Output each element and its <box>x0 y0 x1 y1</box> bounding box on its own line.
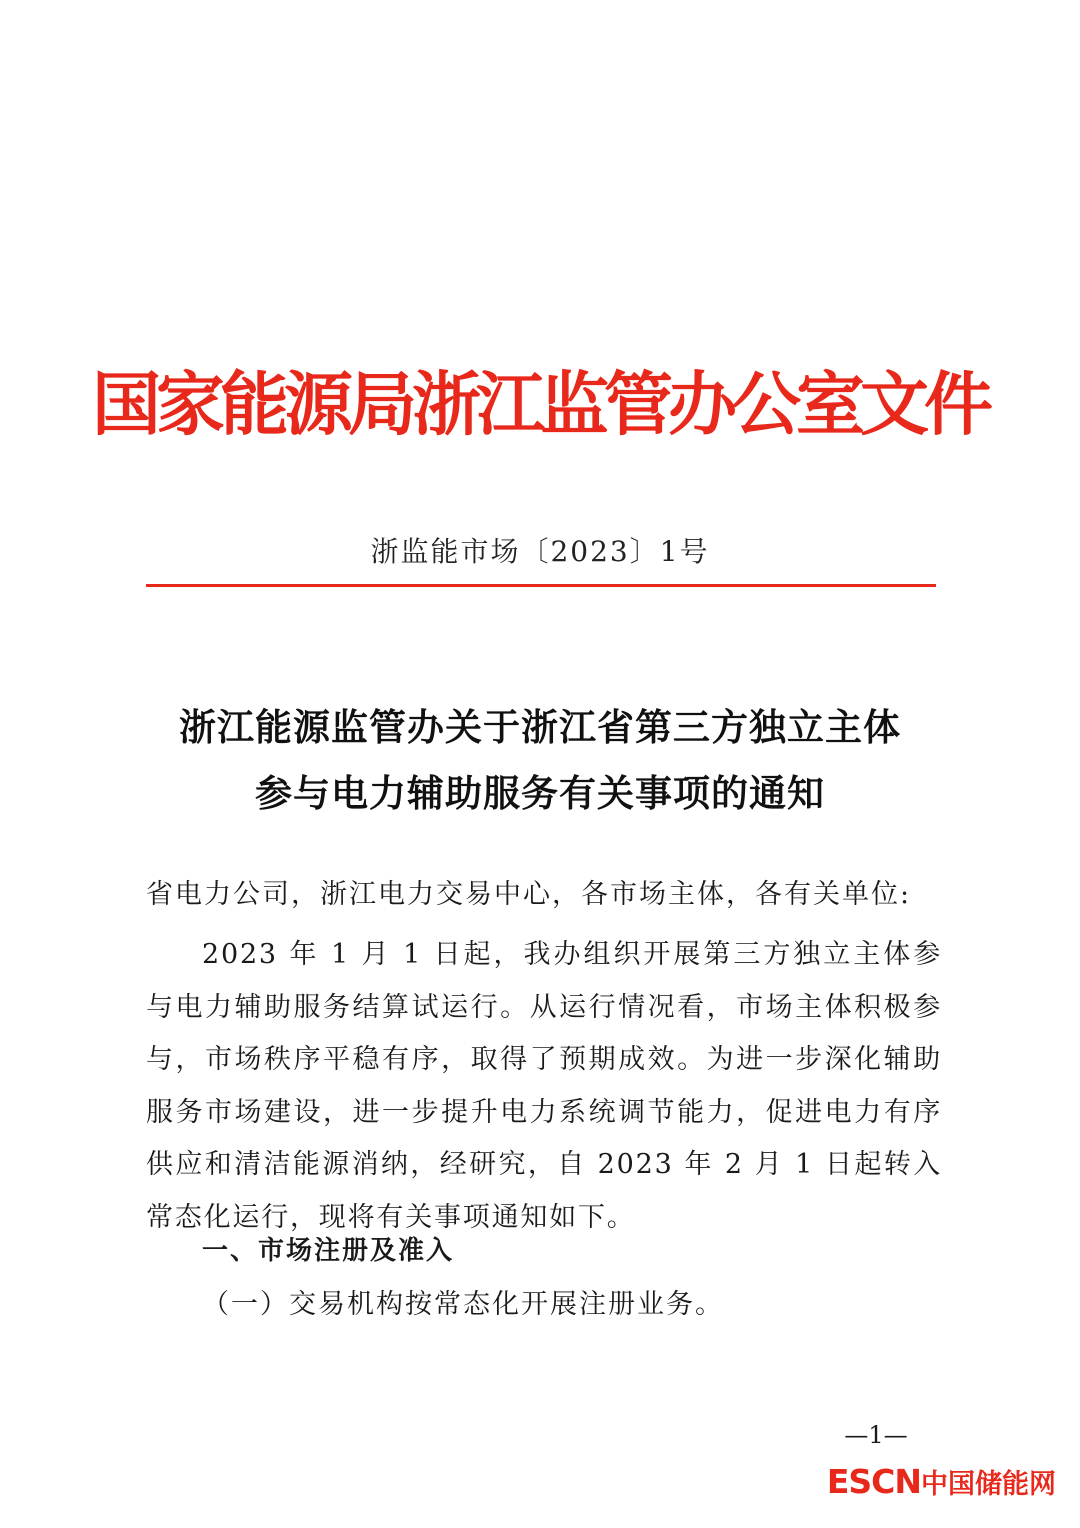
section-heading: 一、市场注册及准入 <box>202 1236 455 1266</box>
issuer-header: 国家能源局浙江监管办公室文件 <box>92 365 988 445</box>
watermark-brand: ESCN <box>826 1462 921 1501</box>
red-divider <box>146 584 936 587</box>
body-paragraph: 2023 年 1 月 1 日起，我办组织开展第三方独立主体参与电力辅助服务结算试运行。从运行情况看，市场主体积极参与，市场秩序平稳有序，取得了预期成效。为进一步深化辅助服务市场建设，进一步提升电力系统调节能力，促进电力有序供应和清洁能源消纳，经研究，自 2023 年 2 月 1 日起转入常态化运行，现将有关事项通知如下。 <box>146 939 942 1233</box>
escn-watermark-logo <box>827 1462 1056 1508</box>
document-title-line-2: 参与电力辅助服务有关事项的通知 <box>255 771 825 815</box>
section-item: （一）交易机构按常态化开展注册业务。 <box>202 1289 724 1320</box>
page-number: —1— <box>844 1421 908 1449</box>
watermark-name: 中国储能网 <box>921 1469 1056 1500</box>
salutation: 省电力公司，浙江电力交易中心，各市场主体，各有关单位: <box>146 879 912 910</box>
document-number: 浙监能市场〔2023〕1号 <box>370 535 710 568</box>
document-title-line-1: 浙江能源监管办关于浙江省第三方独立主体 <box>179 705 901 749</box>
